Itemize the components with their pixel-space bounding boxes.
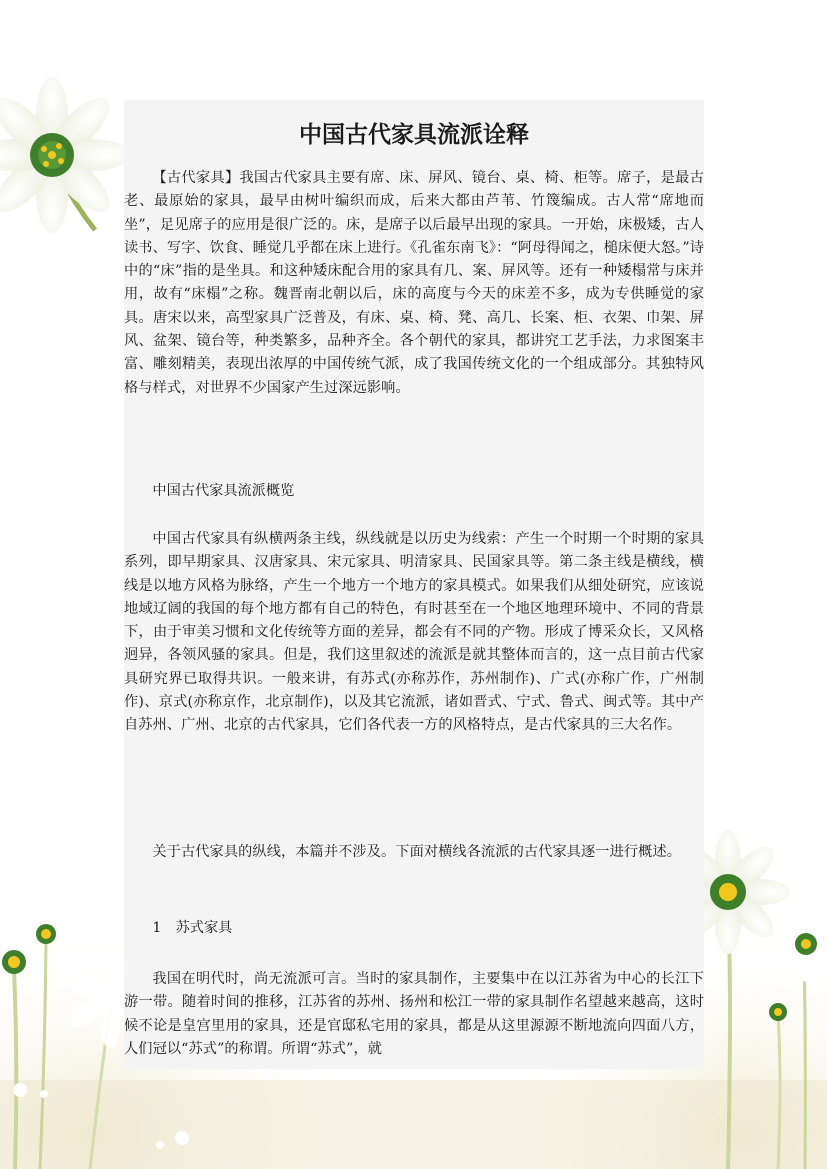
paragraph-scope: 关于古代家具的纵线，本篇并不涉及。下面对横线各流派的古代家具逐一进行概述。 xyxy=(152,844,682,860)
paragraph-overview: 中国古代家具有纵横两条主线，纵线就是以历史为线索：产生一个时期一个时期的家具系列，即早期家具、汉唐家具、宋元家具、明清家具、民国家具等。第二条主线是横线，横线是以地方风格为脉络，产生一个地方一个地方的家具模式。如果我们从细处研究，应该说地域辽阔的我国的每个地方都有自己的特色，有时甚至在一个地区地理环境中、不同的背景下，由于审美习惯和文化传统等方面的差异，都会有不同的产物。形成了博采众长，又风格迥异，各领风骚的家具。但是，我们这里叙述的流派是就其整体而言的，这一点目前古代家具研究界已取得共识。一般来讲，有苏式(亦称苏作，苏州制作)、广式(亦称广作，广州制作)、京式(亦称京作，北京制作)，以及其它流派，诸如晋式、宁式、鲁式、闽式等。其中产自苏州、广州、北京的古代家具，它们各代表一方的风格特点，是古代家具的三大名作。 xyxy=(124,531,704,734)
heading-overview: 中国古代家具流派概览 xyxy=(152,483,295,499)
paragraph-section-1: 我国在明代时，尚无流派可言。当时的家具制作，主要集中在以江苏省为中心的长江下游一带。随着时间的推移，江苏省的苏州、扬州和松江一带的家具制作名望越来越高，这时候不论是皇宫里用的家具，还是官邸私宅用的家具，都是从这里源源不断地流向四面八方，人们冠以“苏式”的称谓。所谓“苏式”，就 xyxy=(124,971,704,1057)
heading-section-1: 1 苏式家具 xyxy=(152,920,233,936)
document-title: 中国古代家具流派诠释 xyxy=(299,122,529,148)
top-left-flower xyxy=(0,77,130,233)
paragraph-intro: 【古代家具】我国古代家具主要有席、床、屏风、镜台、桌、椅、柜等。席子，是最古老、最原始的家具，最早由树叶编织而成，后来大都由芦苇、竹篾编成。古人常“席地而坐”，足见席子的应用是很广泛的。床，是席子以后最早出现的家具。一开始，床极矮，古人读书、写字、饮食、睡觉几乎都在床上进行。《孔雀东南飞》：“阿母得闻之，槌床便大怒。”诗中的“床”指的是坐具。和这种矮床配合用的家具有几、案、屏风等。还有一种矮榻常与床并用，故有“床榻”之称。魏晋南北朝以后，床的高度与今天的床差不多，成为专供睡觉的家具。唐宋以来，高型家具广泛普及，有床、桌、椅、凳、高几、长案、柜、衣架、巾架、屏风、盆架、镜台等，种类繁多，品种齐全。各个朝代的家具，都讲究工艺手法，力求图案丰富、雕刻精美，表现出浓厚的中国传统气派，成了我国传统文化的一个组成部分。其独特风格与样式，对世界不少国家产生过深远影响。 xyxy=(124,170,704,396)
